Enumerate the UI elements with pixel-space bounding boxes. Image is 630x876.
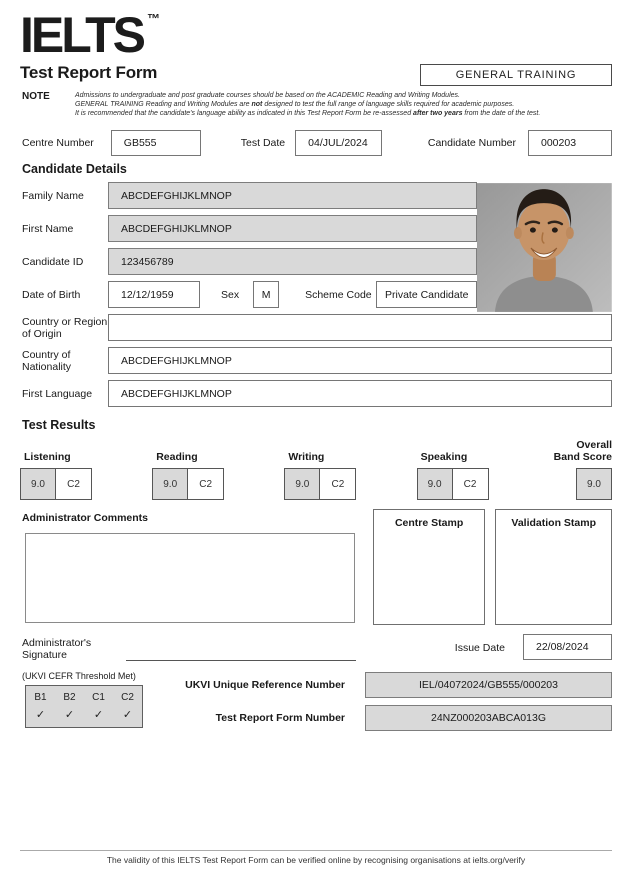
top-fields-row [22,130,612,156]
reading-label: Reading [156,451,198,463]
candidate-id-field [108,248,477,275]
country-origin-row [20,314,612,341]
date-of-birth-label: Date of Birth [22,288,81,301]
test-results-section [20,418,612,500]
centre-number-label: Centre Number [22,137,94,149]
ukvi-level-c1: C1 [92,691,105,703]
country-nationality-label: Country of Nationality [22,348,72,373]
date-of-birth-field [108,281,200,308]
ukvi-check-row [26,708,142,721]
first-name-label: First Name [22,222,74,235]
first-language-label: First Language [22,387,93,400]
ukvi-level-b1: B1 [34,691,47,703]
ukvi-reference-row [160,672,612,698]
ukvi-numbers [160,672,612,738]
candidate-number-label: Candidate Number [427,137,516,149]
note-section [22,91,612,118]
note-line-2 [75,100,540,109]
country-nationality-row [20,347,612,374]
centre-stamp-box [373,509,486,625]
validation-stamp-box [495,509,612,625]
candidate-id-row [20,248,477,275]
ielts-logo [20,7,612,63]
trf-number-row [160,705,612,731]
speaking-score-pair [417,468,549,500]
issue-date-field [523,634,612,660]
ukvi-check-b2-icon: ✓ [64,709,75,722]
test-date-field [295,130,382,156]
trf-number-label: Test Report Form Number [215,712,345,724]
listening-score-pair [20,468,152,500]
first-name-row [20,215,477,242]
note-line-2-post: designed to test the full range of language skills required for academic purposes. [262,101,515,108]
header [20,7,612,83]
test-date-value: 04/JUL/2024 [308,137,368,149]
family-name-field [108,182,477,209]
writing-score-pair [284,468,416,500]
sex-value: M [261,288,271,301]
trademark-symbol: ™ [146,11,160,26]
candidate-number-value: 000203 [541,137,577,149]
writing-cefr-level: C2 [320,468,356,500]
skill-writing [284,451,416,500]
ukvi-level-row [26,692,142,703]
writing-band-score: 9.0 [284,468,320,500]
centre-number-value: GB555 [123,137,157,149]
skill-speaking [417,451,549,500]
administrator-signature-label: Administrator's Signature [22,637,92,661]
overall-band-score-group [549,439,612,500]
note-line-3-bold: after two years [413,110,463,117]
date-of-birth-value: 12/12/1959 [121,288,174,301]
candidate-main [20,182,612,314]
country-origin-field [108,314,612,341]
listening-label: Listening [24,451,71,463]
ukvi-check-c2-icon: ✓ [122,709,133,722]
family-name-label: Family Name [22,189,84,202]
note-line-2-bold: not [251,101,263,108]
writing-label: Writing [288,451,325,463]
overall-band-score-value: 9.0 [576,468,612,500]
sex-field [253,281,279,308]
administrator-section [20,509,612,625]
centre-stamp-label: Centre Stamp [394,517,464,529]
ukvi-level-c2: C2 [121,691,134,703]
scheme-code-label: Scheme Code [305,288,372,301]
note-line-2-text: GENERAL TRAINING Reading and Writing Modules are [75,101,252,108]
candidate-rows [20,182,477,314]
ukvi-cefr-grid [25,685,143,728]
ielts-logo-text: IELTS [20,7,143,63]
skill-reading [152,451,284,500]
verification-footer: The validity of this IELTS Test Report Form can be verified online by recognising organisations at ielts.org/verify [20,850,612,865]
centre-number-field [111,130,201,156]
family-name-row [20,182,477,209]
test-date-label: Test Date [240,137,286,149]
ukvi-level-b2: B2 [63,691,76,703]
candidate-details-section [20,162,612,413]
ukvi-section [20,671,612,728]
note-line-1 [75,91,540,100]
signature-row [22,634,612,661]
candidate-photo [477,183,612,312]
reading-cefr-level: C2 [188,468,224,500]
reading-score-pair [152,468,284,500]
first-name-value: ABCDEFGHIJKLMNOP [121,222,232,235]
listening-cefr-level: C2 [56,468,92,500]
note-line-3-post: from the date of the test. [462,110,541,117]
trf-number-field: 24NZ000203ABCA013G [365,705,612,731]
module-badge: GENERAL TRAINING [420,64,612,86]
first-name-field [108,215,477,242]
note-line-3 [75,109,540,118]
country-nationality-field [108,347,612,374]
candidate-details-title: Candidate Details [22,162,127,176]
family-name-value: ABCDEFGHIJKLMNOP [121,189,232,202]
candidate-number-field [528,130,612,156]
note-line-1-text: Admissions to undergraduate and post graduate courses should be based on the ACADEMIC Reading and Writing Modules. [75,92,460,99]
candidate-id-value: 123456789 [121,255,174,268]
ukvi-reference-field: IEL/04072024/GB555/000203 [365,672,612,698]
test-results-title: Test Results [22,418,96,432]
speaking-band-score: 9.0 [417,468,453,500]
dob-sex-scheme-row [20,281,477,308]
note-line-3-text: It is recommended that the candidate's language ability as indicated in this Test Report Form be re-assessed [75,110,414,117]
ukvi-check-c1-icon: ✓ [93,709,104,722]
skill-listening [20,451,152,500]
administrator-comments-box [25,533,355,623]
overall-band-score-label: Overall Band Score [553,439,612,463]
administrator-comments-group [20,509,356,625]
sex-label: Sex [221,288,240,301]
validation-stamp-label: Validation Stamp [511,517,596,529]
first-language-row [20,380,612,407]
country-nationality-value: ABCDEFGHIJKLMNOP [121,354,232,367]
speaking-cefr-level: C2 [453,468,489,500]
note-label: NOTE [22,91,50,102]
country-origin-label: Country or Region of Origin [22,315,108,340]
ukvi-threshold-label: (UKVI CEFR Threshold Met) [22,671,136,681]
issue-date-label: Issue Date [454,641,505,654]
note-text [75,91,540,118]
ukvi-check-b1-icon: ✓ [35,709,46,722]
issue-date-value: 22/08/2024 [536,641,589,653]
ukvi-reference-label: UKVI Unique Reference Number [185,679,345,691]
form-title: Test Report Form [20,63,158,82]
listening-band-score: 9.0 [20,468,56,500]
reading-band-score: 9.0 [152,468,188,500]
administrator-signature-line [126,637,356,661]
first-language-value: ABCDEFGHIJKLMNOP [121,387,232,400]
scheme-code-value: Private Candidate [385,288,469,301]
first-language-field [108,380,612,407]
administrator-comments-label: Administrator Comments [22,512,149,524]
speaking-label: Speaking [420,451,468,463]
scheme-code-field [376,281,477,308]
test-results-groups [20,439,612,500]
candidate-id-label: Candidate ID [22,255,84,268]
